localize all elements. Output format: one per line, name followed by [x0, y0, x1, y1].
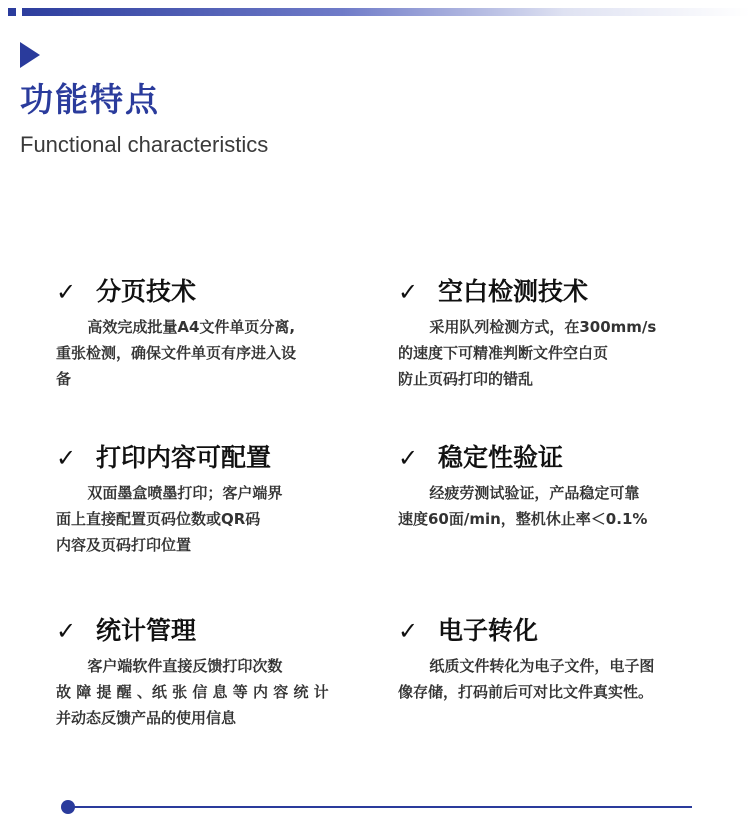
feature-title: 分页技术 [96, 277, 197, 306]
feature-item [398, 611, 708, 705]
feature-description: 客户端软件直接反馈打印次数 故 障 提 醒 、纸 张 信 息 等 内 容 统 计 并动态反馈产品的使用信息 [56, 657, 329, 727]
check-icon: ✓ [56, 444, 77, 472]
page-subtitle: Functional characteristics [20, 132, 269, 157]
feature-header [56, 272, 366, 312]
feature-header [56, 611, 366, 651]
feature-header [56, 438, 366, 478]
check-icon: ✓ [56, 278, 77, 306]
feature-title: 稳定性验证 [438, 443, 564, 472]
check-icon: ✓ [56, 617, 77, 645]
feature-description: 纸质文件转化为电子文件，电子图 像存储，打码前后可对比文件真实性。 [398, 657, 655, 701]
feature-header [398, 272, 708, 312]
feature-header [398, 611, 708, 651]
play-icon [20, 42, 40, 68]
feature-title: 统计管理 [96, 616, 197, 645]
feature-title: 打印内容可配置 [96, 443, 272, 472]
top-decorative-bar [8, 8, 750, 16]
top-bar-notch [16, 8, 22, 16]
page-title: 功能特点 [20, 80, 160, 119]
feature-description: 采用队列检测方式，在300mm/s 的速度下可精准判断文件空白页 防止页码打印的错乱 [398, 318, 657, 388]
feature-item [56, 272, 366, 392]
bottom-divider-dot [61, 800, 75, 814]
feature-title: 电子转化 [438, 616, 539, 645]
feature-description: 高效完成批量A4文件单页分离, 重张检测，确保文件单页有序进入设 备 [56, 318, 297, 388]
check-icon: ✓ [398, 617, 419, 645]
feature-item [398, 438, 708, 532]
feature-item [56, 611, 366, 731]
check-icon: ✓ [398, 444, 419, 472]
feature-description: 经疲劳测试验证，产品稳定可靠 速度60面/min，整机休止率＜0.1% [398, 484, 648, 528]
feature-description: 双面墨盒喷墨打印；客户端界 面上直接配置页码位数或QR码 内容及页码打印位置 [56, 484, 283, 554]
check-icon: ✓ [398, 278, 419, 306]
bottom-divider-line [66, 806, 692, 808]
feature-header [398, 438, 708, 478]
feature-title: 空白检测技术 [438, 277, 589, 306]
feature-item [398, 272, 708, 392]
feature-item [56, 438, 366, 558]
